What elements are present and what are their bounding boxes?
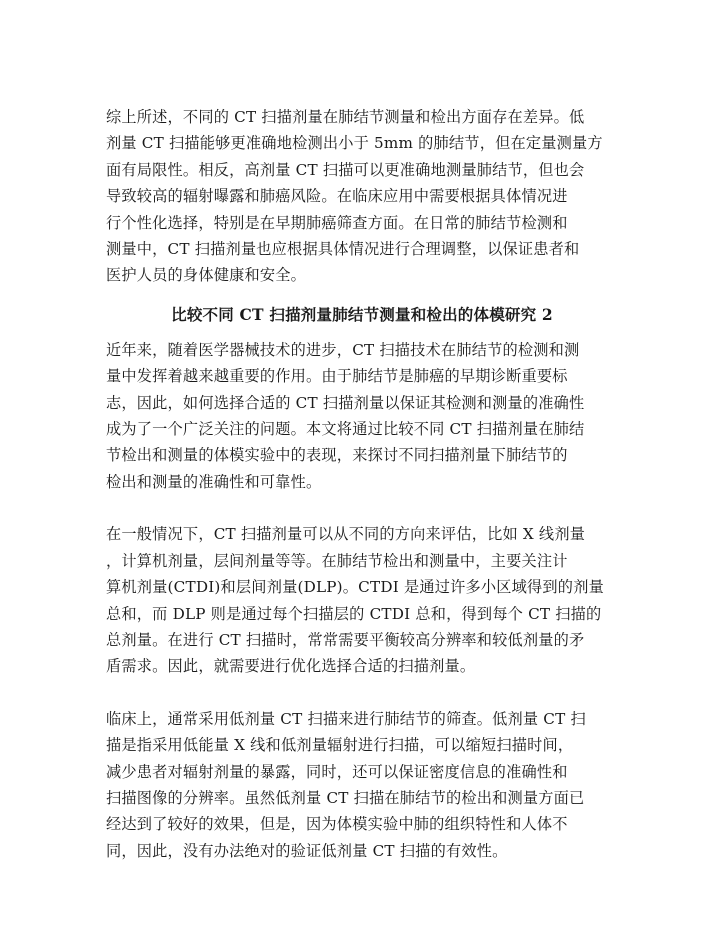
text-line: 志，因此，如何选择合适的 CT 扫描剂量以保证其检测和测量的准确性 [106, 393, 585, 412]
text-line: 总和，而 DLP 则是通过每个扫描层的 CTDI 总和，得到每个 CT 扫描的 [106, 604, 602, 623]
text-line: 总剂量。在进行 CT 扫描时，常常需要平衡较高分辨率和较低剂量的矛 [106, 630, 585, 649]
text-line: 检出和测量的准确性和可靠性。 [106, 472, 322, 491]
text-line: 行个性化选择，特别是在早期肺癌筛查方面。在日常的肺结节检测和 [106, 213, 568, 232]
text-line: 近年来，随着医学器械技术的进步，CT 扫描技术在肺结节的检测和测 [106, 340, 580, 359]
text-line: 面有局限性。相反，高剂量 CT 扫描可以更准确地测量肺结节，但也会 [106, 160, 585, 179]
text-line: 描是指采用低能量 X 线和低剂量辐射进行扫描，可以缩短扫描时间， [106, 736, 574, 755]
text-line: 医护人员的身体健康和安全。 [106, 266, 307, 285]
paragraph-dose-evaluation [106, 521, 618, 679]
text-line: 临床上，通常采用低剂量 CT 扫描来进行肺结节的筛查。低剂量 CT 扫 [106, 709, 586, 728]
text-line: 导致较高的辐射曝露和肺癌风险。在临床应用中需要根据具体情况进 [106, 187, 568, 206]
text-line: 综上所述，不同的 CT 扫描剂量在肺结节测量和检出方面存在差异。低 [106, 108, 585, 126]
paragraph-summary [106, 104, 618, 289]
text-line: 量中发挥着越来越重要的作用。由于肺结节是肺癌的早期诊断重要标 [106, 367, 568, 386]
text-line: 节检出和测量的体模实验中的表现，来探讨不同扫描剂量下肺结节的 [106, 446, 568, 465]
text-line: 在一般情况下，CT 扫描剂量可以从不同的方向来评估，比如 X 线剂量 [106, 525, 586, 544]
text-line: 剂量 CT 扫描能够更准确地检测出小于 5mm 的肺结节，但在定量测量方 [106, 134, 603, 153]
text-line: 盾需求。因此，就需要进行优化选择合适的扫描剂量。 [106, 657, 476, 676]
document-page [106, 104, 618, 864]
paragraph-spacer [106, 495, 618, 521]
text-line: ，计算机剂量，层间剂量等等。在肺结节检出和测量中，主要关注计 [106, 551, 568, 570]
text-line: 算机剂量(CTDI)和层间剂量(DLP)。CTDI 是通过许多小区域得到的剂量 [106, 578, 604, 597]
paragraph-low-dose-screening [106, 706, 618, 864]
text-line: 减少患者对辐射剂量的暴露，同时，还可以保证密度信息的准确性和 [106, 762, 568, 781]
text-line: 同，因此，没有办法绝对的验证低剂量 CT 扫描的有效性。 [106, 841, 508, 860]
section-heading: 比较不同 CT 扫描剂量肺结节测量和检出的体模研究 2 [171, 304, 553, 324]
text-line: 扫描图像的分辨率。虽然低剂量 CT 扫描在肺结节的检出和测量方面已 [106, 788, 585, 807]
text-line: 测量中，CT 扫描剂量也应根据具体情况进行合理调整，以保证患者和 [106, 240, 580, 259]
text-line: 经达到了较好的效果，但是，因为体模实验中肺的组织特性和人体不 [106, 815, 568, 834]
paragraph-spacer [106, 680, 618, 706]
paragraph-introduction [106, 337, 618, 495]
text-line: 成为了一个广泛关注的问题。本文将通过比较不同 CT 扫描剂量在肺结 [106, 420, 585, 439]
